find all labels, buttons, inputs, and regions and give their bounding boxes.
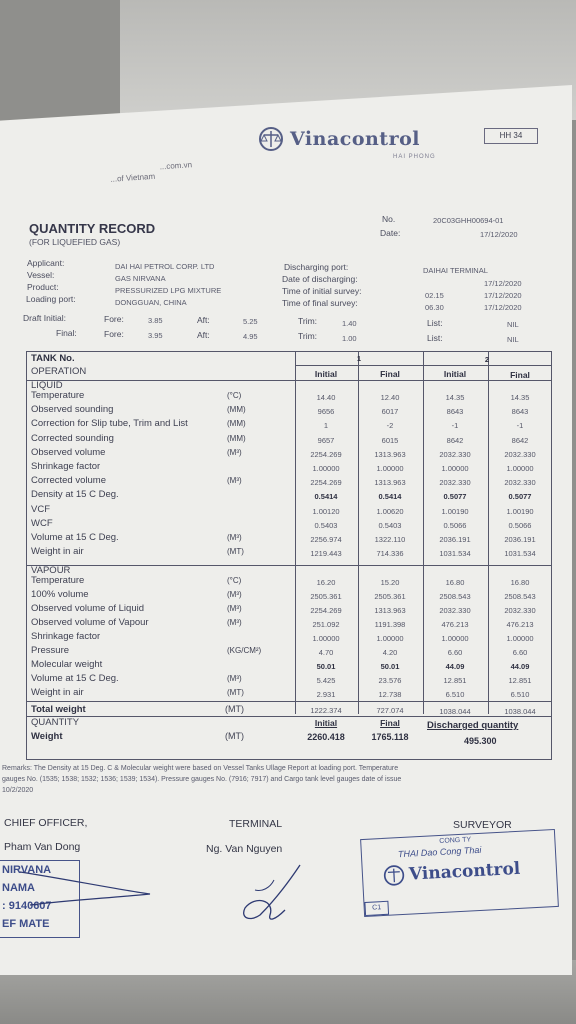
vapour-row-value: 2032.330 <box>439 606 471 615</box>
vapour-row-value: 6.60 <box>512 648 528 657</box>
vapour-row-unit: (°C) <box>227 576 242 585</box>
vapour-row-value: 2.931 <box>316 690 336 699</box>
liquid-row-value: 0.5414 <box>314 492 338 502</box>
chief-officer-label: CHIEF OFFICER, <box>4 817 88 829</box>
vapour-row-unit: (M³) <box>227 590 242 599</box>
total-weight-unit: (MT) <box>225 704 244 714</box>
initial-survey-label: Time of initial survey: <box>282 286 362 296</box>
liquid-row-value: 8643 <box>446 407 464 417</box>
brand-name: Vinacontrol <box>290 128 420 150</box>
liquid-row-value: 8643 <box>511 407 529 417</box>
liquid-row-value: 0.5066 <box>443 520 467 530</box>
surveyor-stamp <box>360 829 559 917</box>
vapour-row-value: 12.738 <box>378 690 402 699</box>
row-divider <box>27 380 551 381</box>
row-divider <box>295 365 551 366</box>
trim-label-final: Trim: <box>298 331 318 341</box>
weight-label: Weight <box>31 731 63 742</box>
quantity-final-label: Final <box>380 718 400 728</box>
liquid-row-label: Volume at 15 C Deg. <box>31 532 119 543</box>
liquid-row-value: 2256.974 <box>310 535 342 544</box>
liquid-row-label: Observed sounding <box>31 404 114 416</box>
vapour-row-label: Observed volume of Liquid <box>31 603 145 614</box>
final-survey-time: 06.30 <box>425 303 444 312</box>
liquid-row-value: 14.35 <box>510 393 530 402</box>
initial-survey-date: 17/12/2020 <box>484 291 522 300</box>
vapour-row-unit: (M³) <box>227 674 242 683</box>
liquid-row-value: 1219.443 <box>310 549 342 559</box>
liquid-row-value: 2254.269 <box>310 478 342 488</box>
chief-officer-name: Pham Van Dong <box>4 841 81 853</box>
quantity-label: QUANTITY <box>31 717 80 728</box>
vapour-row-value: 1.00000 <box>312 634 340 643</box>
quantity-initial-label: Initial <box>314 718 338 728</box>
ship-stamp-line-3: : 9140607 <box>2 900 52 912</box>
liquid-row-value: -1 <box>451 421 459 431</box>
aft-label-final: Aft: <box>197 330 210 340</box>
liquid-row-label: WCF <box>31 517 53 529</box>
doc-code-box: HH 34 <box>484 128 538 144</box>
vapour-row-label: Pressure <box>31 645 70 656</box>
vinacontrol-logo <box>258 124 420 154</box>
col-header-initial-2: Initial <box>443 369 467 379</box>
faint-stamp-line-1: ...com.vn <box>159 160 193 172</box>
liquid-row-value: 0.5403 <box>378 520 402 530</box>
liquid-row-value: 1.00000 <box>506 464 534 473</box>
liquid-row-value: 12.40 <box>380 393 400 402</box>
liquid-row-value: 2032.330 <box>439 478 471 488</box>
trim-final-value: 1.00 <box>342 334 357 343</box>
liquid-row-value: -2 <box>386 421 394 431</box>
liquid-row-label: VCF <box>31 503 50 515</box>
terminal-label: TERMINAL <box>229 818 283 830</box>
vapour-row-value: 5.425 <box>316 676 336 685</box>
liquid-row-unit: (MM) <box>227 433 246 443</box>
document-subtitle: (FOR LIQUEFIED GAS) <box>29 237 121 247</box>
trim-label-initial: Trim: <box>298 316 318 326</box>
vapour-row-value: 50.01 <box>380 662 400 671</box>
vapour-row-label: Observed volume of Vapour <box>31 617 149 628</box>
aft-label-initial: Aft: <box>197 315 210 325</box>
vapour-row-value: 50.01 <box>316 662 336 671</box>
vapour-row-value: 6.510 <box>445 690 465 699</box>
vapour-row-label: Shrinkage factor <box>31 631 101 642</box>
vapour-row-unit: (KG/CM²) <box>227 646 262 655</box>
aft-initial-value: 5.25 <box>243 317 258 326</box>
quantity-initial-value: 2260.418 <box>307 732 345 742</box>
vapour-row-value: 16.20 <box>316 578 336 587</box>
operation-label: OPERATION <box>31 366 87 377</box>
liquid-row-unit: (°C) <box>227 391 242 400</box>
final-survey-label: Time of final survey: <box>282 298 358 308</box>
vessel-label: Vessel: <box>27 270 55 280</box>
vapour-row-value: 2505.361 <box>374 592 406 601</box>
liquid-row-value: 14.35 <box>445 393 465 402</box>
brand-subtitle: HAI PHONG <box>393 154 436 160</box>
vapour-row-value: 476.213 <box>441 620 469 629</box>
tank-2-header: 2 <box>484 355 490 364</box>
tank-1-header: 1 <box>356 354 362 363</box>
discharging-port-value: DAIHAI TERMINAL <box>423 266 488 275</box>
vapour-row-value: 12.851 <box>508 676 532 685</box>
total-weight-value: 1222.374 <box>310 706 342 715</box>
liquid-row-label: Weight in air <box>31 546 84 558</box>
quantity-final-value: 1765.118 <box>371 732 409 742</box>
liquid-row-value: 6015 <box>381 435 399 445</box>
date-discharging-value: 17/12/2020 <box>484 279 522 288</box>
liquid-row-value: 1313.963 <box>374 478 406 488</box>
discharging-port-label: Discharging port: <box>284 262 349 272</box>
liquid-row-value: 2036.191 <box>504 535 536 544</box>
vapour-row-value: 1.00000 <box>376 634 404 643</box>
quantity-table <box>26 351 552 760</box>
liquid-row-value: 8642 <box>446 435 464 445</box>
trim-initial-value: 1.40 <box>342 319 357 328</box>
chief-officer-signature <box>20 872 150 905</box>
vapour-row-value: 251.092 <box>312 620 340 629</box>
row-divider <box>27 701 551 702</box>
surveyor-name: THAI Dao Cong Thai <box>397 844 482 860</box>
vapour-row-unit: (M³) <box>227 618 242 627</box>
vapour-row-value: 2505.361 <box>310 592 342 601</box>
ship-stamp-line-4: EF MATE <box>2 918 50 930</box>
no-value: 20C03GHH00694-01 <box>433 216 504 225</box>
col-header-final-1: Final <box>380 369 400 379</box>
list-final-value: NIL <box>507 335 519 344</box>
date-value: 17/12/2020 <box>480 230 518 239</box>
terminal-signature-stroke <box>255 880 274 891</box>
column-divider <box>423 352 424 714</box>
vapour-row-value: 23.576 <box>378 676 402 685</box>
product-label: Product: <box>27 282 59 292</box>
column-divider <box>358 352 359 714</box>
date-label: Date: <box>380 228 401 238</box>
total-weight-value: 727.074 <box>376 706 404 715</box>
product-value: PRESSURIZED LPG MIXTURE <box>115 286 222 295</box>
vapour-row-value: 2508.543 <box>504 592 536 601</box>
discharged-quantity-label: Discharged quantity <box>427 720 519 731</box>
liquid-row-value: 714.336 <box>376 549 404 559</box>
liquid-row-value: 1.00120 <box>312 506 340 516</box>
document-title: QUANTITY RECORD <box>29 221 156 236</box>
liquid-row-value: 9657 <box>317 435 335 445</box>
initial-survey-time: 02.15 <box>425 291 444 300</box>
liquid-row-value: 8642 <box>511 435 529 445</box>
liquid-row-unit: (M³) <box>227 533 242 542</box>
liquid-row-value: 14.40 <box>316 393 336 402</box>
tank-no-label: TANK No. <box>31 353 75 364</box>
stamp-brand: Vinacontrol <box>408 858 521 885</box>
vessel-value: GAS NIRVANA <box>115 274 166 283</box>
scale-icon <box>258 126 284 152</box>
vapour-row-value: 6.510 <box>510 690 530 699</box>
liquid-row-value: 0.5077 <box>508 492 532 502</box>
fore-label-initial: Fore: <box>104 314 124 324</box>
liquid-row-label: Correction for Slip tube, Trim and List <box>31 418 188 430</box>
fore-label-final: Fore: <box>104 329 124 339</box>
vapour-row-unit: (MT) <box>227 688 244 697</box>
faint-stamp-line-2: ...of Vietnam <box>110 171 156 184</box>
vapour-row-value: 44.09 <box>445 662 465 671</box>
vapour-row-label: Weight in air <box>31 687 84 698</box>
vapour-row-label: Molecular weight <box>31 659 103 670</box>
signatures-drawing <box>0 860 330 940</box>
final-survey-date: 17/12/2020 <box>484 303 522 312</box>
liquid-row-label: Corrected sounding <box>31 432 114 444</box>
liquid-row-value: 1031.534 <box>504 549 536 559</box>
vapour-row-value: 44.09 <box>510 662 530 671</box>
liquid-row-value: 1322.110 <box>374 535 406 544</box>
draft-final-label: Final: <box>56 328 77 338</box>
liquid-row-value: 1.00000 <box>312 464 340 473</box>
liquid-row-unit: (MM) <box>227 405 246 415</box>
total-weight-value: 1038.044 <box>504 707 536 716</box>
liquid-row-label: Shrinkage factor <box>31 461 101 472</box>
liquid-row-value: 1031.534 <box>439 549 471 559</box>
list-initial-value: NIL <box>507 320 519 329</box>
col-header-final-2: Final <box>510 370 530 380</box>
applicant-label: Applicant: <box>27 258 65 268</box>
vapour-row-value: 1.00000 <box>506 634 534 643</box>
list-label-initial: List: <box>427 318 443 328</box>
surveyor-company-text: CONG TY <box>439 836 472 846</box>
vapour-row-value: 1313.963 <box>374 606 406 615</box>
liquid-row-value: 1.00000 <box>376 464 404 473</box>
aft-final-value: 4.95 <box>243 332 258 341</box>
liquid-row-value: -1 <box>516 421 524 431</box>
liquid-row-value: 9656 <box>317 407 335 417</box>
ship-stamp-line-1: NIRVANA <box>2 864 52 876</box>
vapour-row-value: 4.20 <box>382 648 398 657</box>
vapour-row-value: 2032.330 <box>504 606 536 615</box>
liquid-row-value: 1.00620 <box>376 506 404 516</box>
date-discharging-label: Date of discharging: <box>282 274 358 284</box>
liquid-row-value: 0.5403 <box>314 520 338 530</box>
vapour-row-value: 476.213 <box>506 620 534 629</box>
liquid-section-title: LIQUID <box>31 380 63 391</box>
liquid-row-value: 1313.963 <box>374 449 406 459</box>
liquid-row-value: 2032.330 <box>504 449 536 459</box>
liquid-row-value: 0.5414 <box>378 492 402 502</box>
vapour-row-label: 100% volume <box>31 589 89 600</box>
surveyor-label: SURVEYOR <box>453 819 512 831</box>
liquid-row-label: Observed volume <box>31 446 106 458</box>
liquid-row-value: 2036.191 <box>439 535 471 544</box>
liquid-row-value: 2254.269 <box>310 449 342 459</box>
scale-icon <box>382 864 405 887</box>
liquid-row-label: Density at 15 C Deg. <box>31 489 119 501</box>
liquid-row-value: 0.5077 <box>443 492 467 502</box>
liquid-row-value: 1.00000 <box>441 464 469 473</box>
row-divider <box>27 565 551 566</box>
no-label: No. <box>382 214 396 224</box>
liquid-row-unit: (M³) <box>227 447 242 457</box>
total-weight-value: 1038.044 <box>439 707 471 716</box>
vapour-row-label: Temperature <box>31 575 85 586</box>
vapour-row-unit: (M³) <box>227 604 242 613</box>
col-header-initial-1: Initial <box>314 369 338 379</box>
vapour-row-value: 2254.269 <box>310 606 342 615</box>
liquid-row-unit: (M³) <box>227 476 242 486</box>
liquid-row-unit: (MM) <box>227 419 246 429</box>
terminal-signature <box>244 865 300 919</box>
loading-port-label: Loading port: <box>26 294 76 304</box>
liquid-row-value: 2032.330 <box>504 478 536 488</box>
applicant-value: DAI HAI PETROL CORP. LTD <box>115 262 215 271</box>
liquid-row-value: 1.00190 <box>506 506 534 516</box>
column-divider <box>295 352 296 714</box>
liquid-row-value: 1 <box>323 421 329 431</box>
column-divider <box>488 352 489 714</box>
ship-stamp-line-2: NAMA <box>2 882 35 894</box>
liquid-row-label: Temperature <box>31 390 85 401</box>
liquid-row-label: Corrected volume <box>31 475 106 487</box>
liquid-row-value: 0.5066 <box>508 520 532 530</box>
vapour-row-label: Volume at 15 C Deg. <box>31 673 119 684</box>
row-divider <box>27 716 551 717</box>
discharged-quantity-value: 495.300 <box>464 736 497 746</box>
liquid-row-unit: (MT) <box>227 547 244 557</box>
list-label-final: List: <box>427 333 443 343</box>
vapour-row-value: 16.80 <box>445 578 465 587</box>
fore-initial-value: 3.85 <box>148 316 163 325</box>
liquid-row-value: 6017 <box>381 407 399 417</box>
weight-unit: (MT) <box>225 731 244 741</box>
vapour-row-value: 4.70 <box>318 648 334 657</box>
liquid-row-value: 1.00190 <box>441 506 469 516</box>
liquid-row-value: 2032.330 <box>439 449 471 459</box>
vapour-row-value: 1191.398 <box>374 620 406 629</box>
remarks-line-1: Remarks: The Density at 15 Deg. C & Molecular weight were based on Vessel Tanks Ullage Report at loading port. Temperature <box>2 765 399 772</box>
loading-port-value: DONGGUAN, CHINA <box>115 298 187 307</box>
stamp-code: C1 <box>364 901 389 916</box>
fore-final-value: 3.95 <box>148 331 163 340</box>
vapour-row-value: 1.00000 <box>441 634 469 643</box>
vapour-row-value: 6.60 <box>447 648 463 657</box>
total-weight-label: Total weight <box>31 704 86 715</box>
vapour-row-value: 15.20 <box>380 578 400 587</box>
remarks-line-2: gauges No. (1535; 1538; 1532; 1536; 1539; 1534). Pressure gauges No. (7916; 7917) and Cargo tank level gauges date of issue <box>2 776 402 783</box>
terminal-name: Ng. Van Nguyen <box>206 843 283 855</box>
vapour-row-value: 16.80 <box>510 578 530 587</box>
vapour-row-value: 12.851 <box>443 676 467 685</box>
surveyor-stamp-logo <box>382 858 520 887</box>
vapour-section-title: VAPOUR <box>31 565 71 576</box>
draft-initial-label: Draft Initial: <box>23 313 66 323</box>
remarks-line-3: 10/2/2020 <box>2 787 34 794</box>
vapour-row-value: 2508.543 <box>439 592 471 601</box>
